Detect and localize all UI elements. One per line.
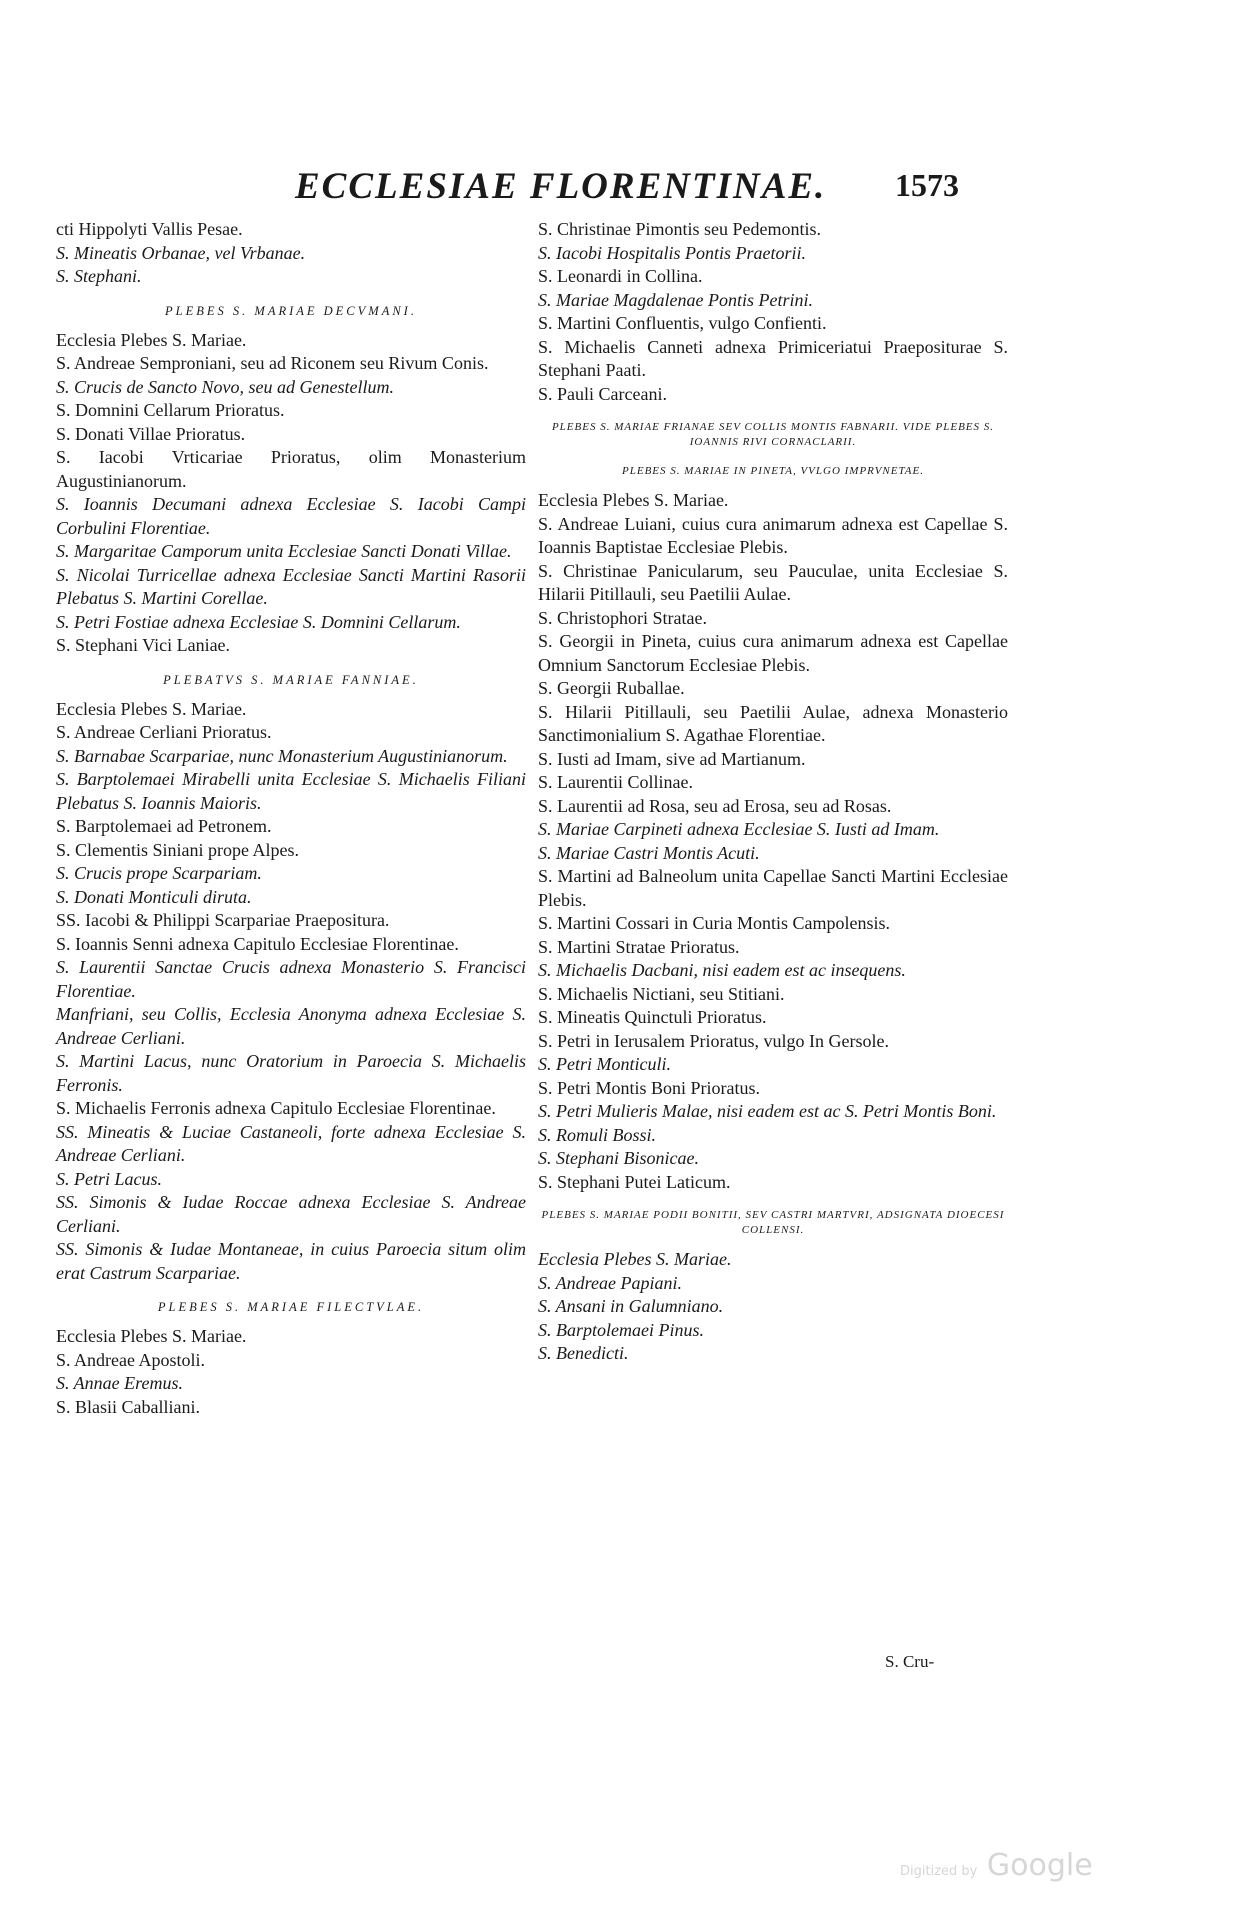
church-entry: S. Christinae Pimontis seu Pedemontis. <box>538 219 822 239</box>
church-entry: SS. Simonis & Iudae Montaneae, in cuius Paroecia situm olim erat Castrum Scarpariae. <box>56 1239 526 1283</box>
church-entry: Ecclesia Plebes S. Mariae. <box>56 329 247 350</box>
church-entry: S. Christinae Panicularum, seu Pauculae, unita Ecclesiae S. Hilarii Pitillauli, seu Paetilii Aulae. <box>538 560 1008 604</box>
church-entry: S. Barptolemaei Pinus. <box>538 1319 704 1340</box>
church-entry: S. Georgii in Pineta, cuius cura animarum adnexa est Capellae Omnium Sanctorum Ecclesiae Plebis. <box>538 631 1008 675</box>
church-entry: S. Laurentii ad Rosa, seu ad Erosa, seu ad Rosas. <box>538 795 892 816</box>
church-entry: S. Petri Lacus. <box>56 1168 162 1189</box>
church-entry: S. Petri Monticuli. <box>538 1054 671 1074</box>
watermark-prefix: Digitized by <box>900 1864 978 1879</box>
church-entry: S. Martini Stratae Prioratus. <box>538 936 740 957</box>
left-column <box>56 218 526 1419</box>
section-heading: PLEBES S. MARIAE FRIANAE SEV COLLIS MONTIS FABNARII. VIDE PLEBES S. IOANNIS RIVI CORNACLARII. <box>551 421 995 448</box>
church-entry: S. Petri Mulieris Malae, nisi eadem est ac S. Petri Montis Boni. <box>538 1101 997 1121</box>
section-heading: PLEBES S. MARIAE DECVMANI. <box>165 303 417 318</box>
church-entry: S. Michaelis Dacbani, nisi eadem est ac insequens. <box>538 960 906 980</box>
church-entry: S. Mariae Magdalenae Pontis Petrini. <box>538 289 813 310</box>
church-entry: S. Martini ad Balneolum unita Capellae Sancti Martini Ecclesiae Plebis. <box>538 866 1008 910</box>
church-entry: S. Stephani. <box>56 266 142 286</box>
church-entry: S. Laurentii Sanctae Crucis adnexa Monasterio S. Francisci Florentiae. <box>56 957 526 1001</box>
church-entry: S. Blasii Caballiani. <box>56 1396 200 1417</box>
church-entry: S. Pauli Carceani. <box>538 383 667 404</box>
church-entry: S. Domnini Cellarum Prioratus. <box>56 400 285 420</box>
church-entry: S. Stephani Vici Laniae. <box>56 635 231 655</box>
church-entry: S. Crucis prope Scarpariam. <box>56 863 262 883</box>
church-entry: SS. Simonis & Iudae Roccae adnexa Ecclesiae S. Andreae Cerliani. <box>56 1192 526 1236</box>
church-entry: S. Martini Cossari in Curia Montis Campolensis. <box>538 913 891 933</box>
church-entry: Ecclesia Plebes S. Mariae. <box>56 698 247 719</box>
church-entry: S. Leonardi in Collina. <box>538 266 703 286</box>
church-entry: Ecclesia Plebes S. Mariae. <box>56 1326 247 1346</box>
church-entry: S. Annae Eremus. <box>56 1373 183 1393</box>
church-entry: S. Donati Villae Prioratus. <box>56 423 246 444</box>
church-entry: S. Andreae Semproniani, seu ad Riconem seu Rivum Conis. <box>56 353 489 373</box>
church-entry: S. Ioannis Decumani adnexa Ecclesiae S. Iacobi Campi Corbulini Florentiae. <box>56 494 526 538</box>
church-entry: S. Mineatis Quinctuli Prioratus. <box>538 1007 767 1027</box>
church-entry: cti Hippolyti Vallis Pesae. <box>56 219 243 239</box>
church-entry: S. Donati Monticuli diruta. <box>56 886 252 907</box>
church-entry: S. Barptolemaei ad Petronem. <box>56 816 272 836</box>
page-number: 1573 <box>895 167 959 203</box>
catchword: S. Cru- <box>885 1652 935 1671</box>
page-header <box>0 165 1252 225</box>
church-entry: S. Clementis Siniani prope Alpes. <box>56 839 299 860</box>
church-entry: S. Andreae Papiani. <box>538 1272 682 1293</box>
church-entry: SS. Mineatis & Luciae Castaneoli, forte adnexa Ecclesiae S. Andreae Cerliani. <box>56 1121 526 1165</box>
church-entry: S. Michaelis Nictiani, seu Stitiani. <box>538 983 785 1004</box>
church-entry: Ecclesia Plebes S. Mariae. <box>538 1249 732 1269</box>
church-entry: SS. Iacobi & Philippi Scarpariae Praepositura. <box>56 910 390 930</box>
church-entry: S. Crucis de Sancto Novo, seu ad Genestellum. <box>56 376 394 397</box>
church-entry: S. Stephani Bisonicae. <box>538 1148 699 1168</box>
church-entry: S. Laurentii Collinae. <box>538 772 693 792</box>
church-entry: S. Benedicti. <box>538 1343 629 1363</box>
section-heading: PLEBATVS S. MARIAE FANNIAE. <box>163 672 419 687</box>
church-entry: S. Petri Montis Boni Prioratus. <box>538 1077 761 1098</box>
church-entry: S. Mineatis Orbanae, vel Vrbanae. <box>56 242 306 263</box>
church-entry: S. Andreae Apostoli. <box>56 1349 205 1370</box>
watermark-brand: Google <box>986 1848 1093 1883</box>
church-entry: S. Nicolai Turricellae adnexa Ecclesiae Sancti Martini Rasorii Plebatus S. Martini Corellae. <box>56 564 526 608</box>
right-column <box>538 218 1008 1366</box>
church-entry: S. Iacobi Vrticariae Prioratus, olim Monasterium Augustinianorum. <box>56 447 526 491</box>
church-entry: S. Martini Lacus, nunc Oratorium in Paroecia S. Michaelis Ferronis. <box>56 1051 526 1095</box>
section-heading: PLEBES S. MARIAE IN PINETA, VVLGO IMPRVNETAE. <box>622 465 924 477</box>
church-entry: S. Margaritae Camporum unita Ecclesiae Sancti Donati Villae. <box>56 541 512 561</box>
section-heading: PLEBES S. MARIAE FILECTVLAE. <box>157 1300 425 1314</box>
church-entry: S. Romuli Bossi. <box>538 1124 657 1145</box>
church-entry: S. Michaelis Ferronis adnexa Capitulo Ecclesiae Florentinae. <box>56 1098 496 1118</box>
church-entry: S. Petri Fostiae adnexa Ecclesiae S. Domnini Cellarum. <box>56 611 461 632</box>
church-entry: S. Michaelis Canneti adnexa Primiceriatui Praepositurae S. Stephani Paati. <box>538 336 1008 380</box>
church-entry: S. Andreae Cerliani Prioratus. <box>56 722 272 742</box>
watermark <box>900 1848 1093 1883</box>
church-entry: S. Iacobi Hospitalis Pontis Praetorii. <box>538 242 806 263</box>
church-entry: S. Petri in Ierusalem Prioratus, vulgo In Gersole. <box>538 1030 889 1051</box>
church-entry: S. Hilarii Pitillauli, seu Paetilii Aulae, adnexa Monasterio Sanctimonialium S. Agathae Florentiae. <box>538 701 1008 745</box>
church-entry: S. Stephani Putei Laticum. <box>538 1171 731 1192</box>
church-entry: S. Martini Confluentis, vulgo Confienti. <box>538 313 827 333</box>
church-entry: S. Andreae Luiani, cuius cura animarum adnexa est Capellae S. Ioannis Baptistae Ecclesiae Plebis. <box>538 513 1008 557</box>
church-entry: S. Mariae Castri Montis Acuti. <box>538 842 760 863</box>
church-entry: S. Ioannis Senni adnexa Capitulo Ecclesiae Florentinae. <box>56 933 459 954</box>
church-entry: S. Mariae Carpineti adnexa Ecclesiae S. Iusti ad Imam. <box>538 819 940 839</box>
running-title: ECCLESIAE FLORENTINAE. <box>295 166 827 207</box>
church-entry: S. Iusti ad Imam, sive ad Martianum. <box>538 748 806 769</box>
church-entry: Ecclesia Plebes S. Mariae. <box>538 490 729 510</box>
church-entry: S. Barptolemaei Mirabelli unita Ecclesiae S. Michaelis Filiani Plebatus S. Ioannis Maioris. <box>56 769 526 813</box>
church-entry: Manfriani, seu Collis, Ecclesia Anonyma adnexa Ecclesiae S. Andreae Cerliani. <box>56 1004 526 1048</box>
church-entry: S. Christophori Stratae. <box>538 607 707 628</box>
church-entry: S. Georgii Ruballae. <box>538 678 685 698</box>
church-entry: S. Barnabae Scarpariae, nunc Monasterium Augustinianorum. <box>56 745 508 766</box>
church-entry: S. Ansani in Galumniano. <box>538 1296 724 1316</box>
section-heading: PLEBES S. MARIAE PODII BONITII, SEV CASTRI MARTVRI, ADSIGNATA DIOECESI COLLENSI. <box>541 1209 1005 1236</box>
